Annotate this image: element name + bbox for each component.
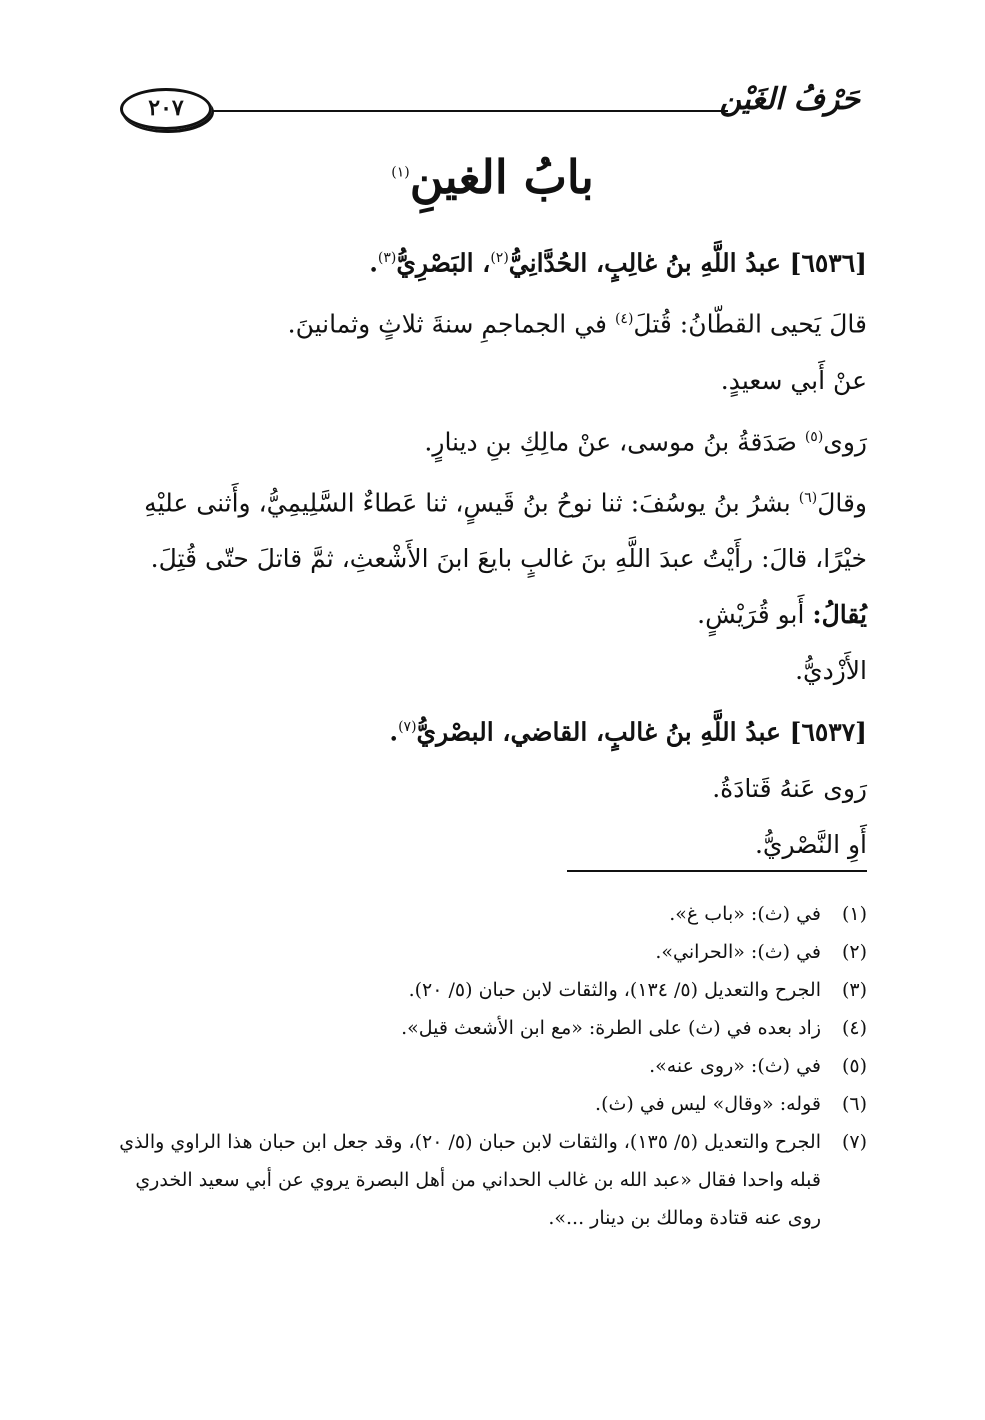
footnote-ref: (٦) [798,489,818,506]
entry-text: [٦٥٣٧] عبدُ اللَّهِ بنُ غالبٍ، القاضي، البصْريُّ [416,717,867,747]
footnote-text: الجرح والتعديل (٥/ ١٣٥)، والثقات لابن حبان (٥/ ٢٠)، وقد جعل ابن حبان هذا الراوي والذي قبله واحدا فقال «عبد الله بن غالب الحداني من أهل البصرة يروي عن أبي سعيد الخدري روى عنه قتادة ومالك بن دينار ...». [119,1131,821,1229]
footnote-item [117,1009,867,1047]
footnote-number: (٥) [841,1055,867,1077]
entry-text: [٦٥٣٦] عبدُ اللَّهِ بنُ غالِبٍ، الحُدَّانِيُّ [508,248,867,278]
footnote-ref: (٢) [490,250,509,266]
footnote-ref: (٧) [398,719,417,736]
text-span: بشرُ بنُ يوسُفَ: ثنا نوحُ بنُ قَيسٍ، ثنا عَطاءٌ السَّلِيمِيُّ، وأَثنى عليْهِ [144,488,799,518]
text-line [117,409,867,470]
footnote-ref: (٥) [804,428,824,445]
text-line: عنْ أَبي سعيدٍ. [720,365,867,395]
text-span: قالَ يَحيى القطّانُ: قُتلَ [633,309,867,339]
text-line [117,587,867,643]
footnote-item [117,971,867,1009]
chapter-title-text: بابُ الغينِ [409,150,594,204]
footnote-separator [567,870,867,872]
footnote-text: زاد بعده في (ث) على الطرة: «مع ابن الأشعث قيل». [401,1017,821,1039]
header-rule [212,110,728,112]
text-span: رَوى [823,426,867,456]
footnote-number: (٧) [841,1131,867,1153]
text-span: وقالَ [817,488,867,518]
text-line [117,291,867,352]
entry-6537 [117,699,867,760]
footnote-item [117,1123,867,1237]
page-number: ٢٠٧ [148,95,184,121]
entry-text: . [389,717,399,747]
footnote-text: الجرح والتعديل (٥/ ١٣٤)، والثقات لابن حبان (٥/ ٢٠). [408,979,821,1001]
main-text [117,230,867,873]
text-span: في الجماجمِ سنةَ ثلاثٍ وثمانينَ. [287,309,615,339]
entry-6536 [117,230,867,291]
page-number-badge [120,88,212,130]
text-line: الأَزْديُّ. [795,656,867,686]
footnotes [117,895,867,1237]
footnote-text: في (ث): «الحراني». [655,941,821,963]
text-line: أَوِ النَّصْريُّ. [754,829,867,859]
footnote-ref: (١) [391,164,410,181]
footnote-text: قوله: «وقال» ليس في (ث). [595,1093,821,1115]
text-line [117,470,867,531]
footnote-number: (٣) [841,979,867,1001]
footnote-number: (٦) [841,1093,867,1115]
footnote-number: (٤) [841,1017,867,1039]
footnote-item [117,895,867,933]
footnote-text: في (ث): «باب غ». [669,903,821,925]
header-title: حَرْفُ الغَيْن [719,82,860,117]
footnote-ref: (٤) [614,311,634,328]
footnote-item [117,933,867,971]
footnote-ref: (٣) [377,250,397,266]
text-span: أَبو قُرَيْشٍ. [697,600,813,630]
entry-text: . [369,248,378,278]
label-yuqal: يُقالُ: [812,600,867,630]
running-header [120,82,860,132]
text-line: خيْرًا، قالَ: رأَيْتُ عبدَ اللَّهِ بنَ غالبٍ بايعَ ابنَ الأَشْعثِ، ثمَّ قاتلَ حتّى قُتِلَ. [150,544,867,574]
footnote-item [117,1047,867,1085]
footnote-text: في (ث): «روى عنه». [649,1055,821,1077]
text-span: صَدَقةُ بنُ موسى، عنْ مالِكِ بنِ دينارٍ. [424,426,805,456]
chapter-title [100,150,885,204]
text-line: رَوى عَنهُ قَتادَةُ. [712,773,867,803]
footnote-item [117,1085,867,1123]
footnote-number: (١) [841,903,867,925]
footnote-number: (٢) [841,941,867,963]
entry-text: ، البَصْرِيُّ [396,248,491,278]
